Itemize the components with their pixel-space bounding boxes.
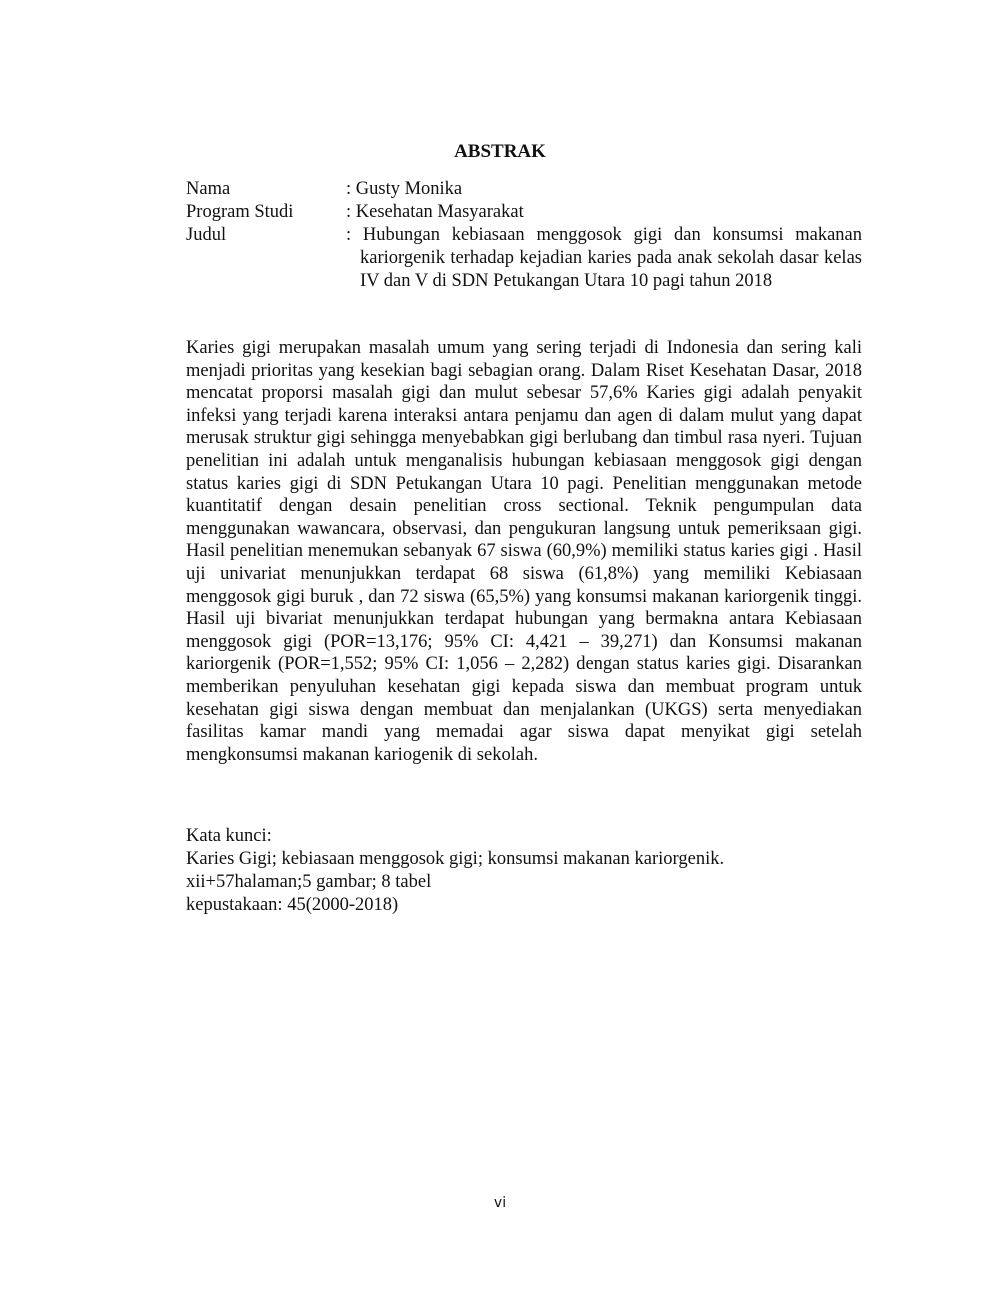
keywords-terms: Karies Gigi; kebiasaan menggosok gigi; konsumsi makanan kariorgenik. (186, 849, 725, 869)
abstract-body: Karies gigi merupakan masalah umum yang sering terjadi di Indonesia dan sering kali menjadi prioritas yang kesekian bagi sebagian orang. Dalam Riset Kesehatan Dasar, 2018 mencatat proporsi masalah gigi dan mulut sebesar 57,6% Karies gigi adalah penyakit infeksi yang terjadi karena interaksi antara penjamu dan agen di dalam mulut yang dapat merusak struktur gigi sehingga menyebabkan gigi berlubang dan timbul rasa nyeri. Tujuan penelitian ini adalah untuk menganalisis hubungan kebiasaan menggosok gigi dengan status karies gigi di SDN Petukangan Utara 10 pagi. Penelitian menggunakan metode kuantitatif dengan desain penelitian cross sectional. Teknik pengumpulan data menggunakan wawancara, observasi, dan pengukuran langsung untuk pemeriksaan gigi. Hasil penelitian menemukan sebanyak 67 siswa (60,9%) memiliki status karies gigi . Hasil uji univariat menunjukkan terdapat 68 siswa (61,8%) yang memiliki Kebiasaan menggosok gigi buruk , dan 72 siswa (65,5%) yang konsumsi makanan kariorgenik tinggi. Hasil uji bivariat menunjukkan terdapat hubungan yang bermakna antara Kebiasaan menggosok gigi (POR=13,176; 95% CI: 4,421 – 39,271) dan Konsumsi makanan kariorgenik (POR=1,552; 95% CI: 1,056 – 2,282) dengan status karies gigi. Disarankan memberikan penyuluhan kesehatan gigi kepada siswa dan membuat program untuk kesehatan gigi siswa dengan membuat dan menjalankan (UKGS) serta menyediakan fasilitas kamar mandi yang memadai agar siswa dapat menyikat gigi setelah mengkonsumsi makanan kariogenik di sekolah. (186, 338, 862, 765)
page-title: ABSTRAK (454, 141, 546, 162)
abstract-metadata (186, 178, 862, 293)
meta-label-name: Nama (186, 179, 231, 199)
page-count: xii+57halaman;5 gambar; 8 tabel (186, 872, 432, 892)
meta-row-name (186, 178, 862, 201)
meta-label-title: Judul (186, 225, 227, 245)
meta-row-program (186, 201, 862, 224)
page-number: vi (493, 1195, 507, 1211)
meta-label-program: Program Studi (186, 202, 294, 222)
meta-value-program: : Kesehatan Masyarakat (346, 202, 524, 222)
keywords-section (186, 825, 862, 917)
meta-value-name: : Gusty Monika (346, 179, 463, 199)
references-count: kepustakaan: 45(2000-2018) (186, 895, 399, 915)
keywords-label: Kata kunci: (186, 826, 272, 846)
meta-value-title: : Hubungan kebiasaan menggosok gigi dan konsumsi makanan kariorgenik terhadap kejadian karies pada anak sekolah dasar kelas IV dan V di SDN Petukangan Utara 10 pagi tahun 2018 (346, 225, 862, 291)
meta-row-title (186, 224, 862, 293)
